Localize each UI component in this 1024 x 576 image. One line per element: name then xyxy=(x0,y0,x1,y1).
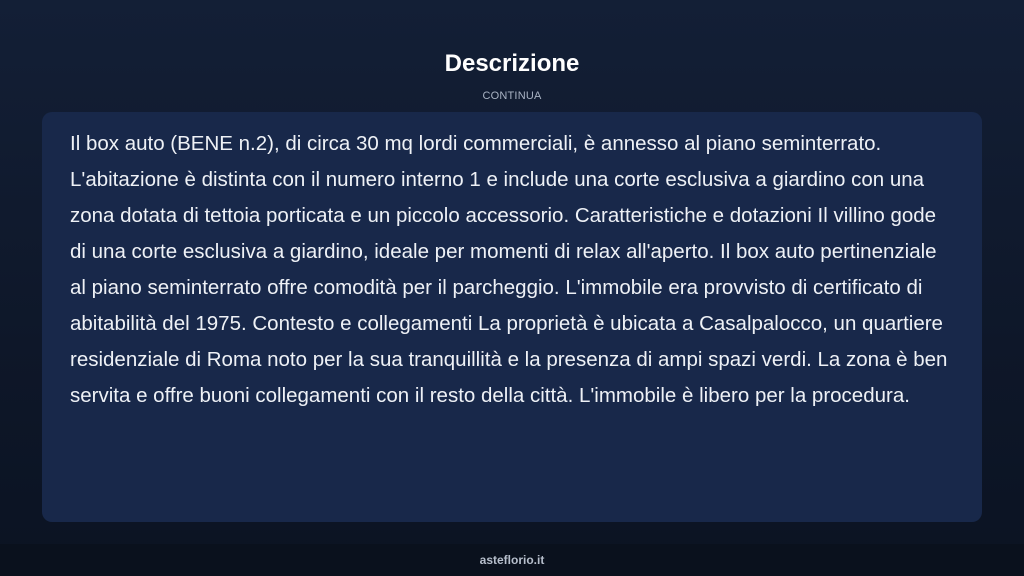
description-panel xyxy=(42,112,982,522)
continue-label: CONTINUA xyxy=(482,90,542,102)
description-text: Il box auto (BENE n.2), di circa 30 mq lordi commerciali, è annesso al piano seminterrato. L'abitazione è distinta con il numero interno 1 e include una corte esclusiva a giardino con una zona dotata di tettoia porticata e un piccolo accessorio. Caratteristiche e dotazioni Il villino gode di una corte esclusiva a giardino, ideale per momenti di relax all'aperto. Il box auto pertinenziale al piano seminterrato offre comodità per il parcheggio. L'immobile era provvisto di certificato di abitabilità del 1975. Contesto e collegamenti La proprietà è ubicata a Casalpalocco, un quartiere residenziale di Roma noto per la sua tranquillità e la presenza di ampi spazi verdi. La zona è ben servita e offre buoni collegamenti con il resto della città. L'immobile è libero per la procedura. xyxy=(70,132,948,407)
page-title: Descrizione xyxy=(444,50,580,77)
footer-bar xyxy=(0,544,1024,576)
footer-site-name: asteflorio.it xyxy=(479,553,545,567)
